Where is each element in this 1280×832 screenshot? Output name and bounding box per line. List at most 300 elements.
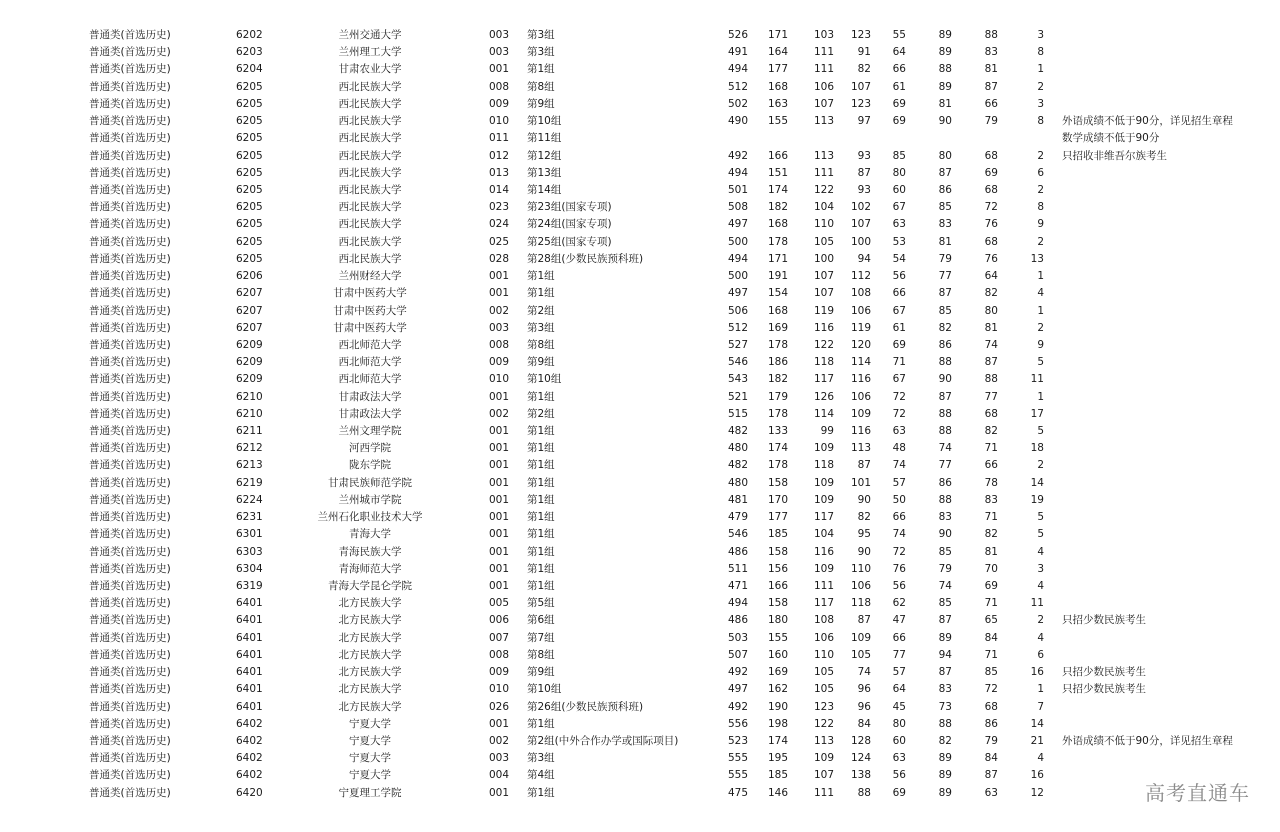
cell-elective-2-score: 69: [984, 166, 998, 179]
cell-group-name: 第5组: [527, 597, 555, 610]
cell-school-code: 6209: [236, 356, 263, 369]
cell-school-code: 6205: [236, 80, 263, 93]
cell-math-score: 106: [813, 631, 834, 644]
cell-school-name: 西北民族大学: [338, 80, 402, 93]
cell-group-name: 第8组: [527, 80, 555, 93]
cell-math-score: 114: [813, 407, 834, 420]
cell-rank-count: 14: [1030, 717, 1044, 730]
cell-elective-1-score: 82: [938, 321, 952, 334]
cell-elective-2-score: 68: [984, 183, 998, 196]
cell-elective-1-score: 89: [938, 752, 952, 765]
cell-chinese-score: 186: [767, 356, 788, 369]
cell-group-code: 001: [489, 287, 510, 300]
cell-category: 普通类(首选历史): [89, 97, 171, 110]
cell-group-code: 001: [489, 270, 510, 283]
cell-foreign-language-score: 116: [850, 425, 871, 438]
cell-rank-count: 3: [1037, 97, 1044, 110]
table-row: [0, 320, 1280, 337]
cell-rank-count: 14: [1030, 476, 1044, 489]
cell-school-code: 6209: [236, 338, 263, 351]
cell-group-code: 028: [489, 252, 510, 265]
cell-group-code: 008: [489, 80, 510, 93]
cell-school-code: 6207: [236, 304, 263, 317]
table-row: [0, 647, 1280, 664]
cell-group-code: 001: [489, 580, 510, 592]
cell-math-score: 113: [813, 115, 834, 128]
cell-group-code: 001: [489, 390, 510, 403]
cell-math-score: 107: [813, 270, 834, 283]
cell-category: 普通类(首选历史): [89, 390, 171, 403]
cell-elective-1-score: 86: [938, 338, 952, 351]
cell-chinese-score: 158: [767, 476, 788, 489]
cell-elective-2-score: 66: [984, 97, 998, 110]
cell-group-name: 第8组: [527, 648, 555, 661]
cell-chinese-score: 185: [767, 769, 788, 782]
cell-history-score: 62: [892, 597, 906, 610]
table-row: [0, 526, 1280, 543]
cell-math-score: 107: [813, 287, 834, 300]
cell-elective-1-score: 83: [938, 511, 952, 524]
cell-school-name: 甘肃政法大学: [338, 390, 402, 403]
cell-category: 普通类(首选历史): [89, 717, 171, 730]
cell-category: 普通类(首选历史): [89, 683, 171, 696]
cell-rank-count: 6: [1037, 648, 1044, 661]
table-row: [0, 406, 1280, 423]
table-row: [0, 630, 1280, 647]
cell-school-code: 6202: [236, 29, 263, 41]
cell-math-score: 103: [813, 29, 834, 41]
cell-school-code: 6420: [236, 786, 263, 799]
cell-group-code: 008: [489, 648, 510, 661]
cell-total-score: 482: [727, 425, 748, 438]
cell-elective-1-score: 88: [938, 356, 952, 369]
cell-total-score: 494: [727, 252, 748, 265]
table-row: [0, 699, 1280, 716]
cell-elective-1-score: 89: [938, 631, 952, 644]
cell-foreign-language-score: 106: [850, 390, 871, 403]
cell-school-name: 西北民族大学: [338, 252, 402, 265]
cell-math-score: 111: [813, 786, 834, 799]
cell-school-code: 6224: [236, 493, 263, 506]
cell-elective-1-score: 73: [938, 700, 952, 713]
cell-category: 普通类(首选历史): [89, 304, 171, 317]
cell-category: 普通类(首选历史): [89, 80, 171, 93]
cell-total-score: 503: [727, 631, 748, 644]
cell-school-name: 西北民族大学: [338, 115, 402, 128]
cell-chinese-score: 156: [767, 562, 788, 575]
cell-chinese-score: 191: [767, 270, 788, 283]
cell-history-score: 71: [892, 356, 906, 369]
cell-rank-count: 4: [1037, 580, 1044, 592]
cell-group-code: 012: [489, 149, 510, 162]
cell-category: 普通类(首选历史): [89, 734, 171, 747]
cell-chinese-score: 195: [767, 752, 788, 765]
cell-elective-2-score: 87: [984, 769, 998, 782]
cell-school-code: 6205: [236, 132, 263, 145]
cell-rank-count: 1: [1037, 683, 1044, 696]
cell-group-name: 第13组: [527, 166, 562, 179]
cell-elective-2-score: 74: [984, 338, 998, 351]
table-row: [0, 61, 1280, 78]
cell-math-score: 113: [813, 149, 834, 162]
cell-school-name: 青海大学昆仑学院: [328, 580, 412, 592]
cell-total-score: 506: [727, 304, 748, 317]
cell-group-code: 010: [489, 115, 510, 128]
table-row: [0, 199, 1280, 216]
cell-chinese-score: 168: [767, 304, 788, 317]
cell-school-code: 6207: [236, 321, 263, 334]
cell-group-name: 第26组(少数民族预科班): [527, 700, 644, 713]
cell-school-name: 宁夏理工学院: [338, 786, 402, 799]
cell-group-name: 第1组: [527, 493, 555, 506]
cell-history-score: 63: [892, 425, 906, 438]
cell-school-code: 6205: [236, 166, 263, 179]
cell-rank-count: 1: [1037, 304, 1044, 317]
cell-elective-2-score: 83: [984, 46, 998, 59]
cell-remark: 只招少数民族考生: [1062, 666, 1146, 679]
table-row: [0, 337, 1280, 354]
cell-chinese-score: 178: [767, 407, 788, 420]
cell-history-score: 64: [892, 46, 906, 59]
cell-math-score: 109: [813, 442, 834, 455]
cell-history-score: 60: [892, 734, 906, 747]
cell-total-score: 479: [727, 511, 748, 524]
cell-history-score: 85: [892, 149, 906, 162]
cell-group-name: 第1组: [527, 63, 555, 76]
cell-group-name: 第28组(少数民族预科班): [527, 252, 644, 265]
cell-school-code: 6205: [236, 218, 263, 231]
cell-chinese-score: 182: [767, 201, 788, 214]
cell-group-name: 第1组: [527, 717, 555, 730]
cell-rank-count: 16: [1030, 666, 1044, 679]
cell-math-score: 111: [813, 63, 834, 76]
cell-elective-2-score: 72: [984, 201, 998, 214]
cell-total-score: 492: [727, 700, 748, 713]
cell-elective-1-score: 86: [938, 183, 952, 196]
cell-elective-2-score: 88: [984, 29, 998, 41]
cell-school-name: 兰州财经大学: [338, 270, 402, 283]
cell-elective-2-score: 84: [984, 631, 998, 644]
cell-group-code: 003: [489, 321, 510, 334]
cell-total-score: 502: [727, 97, 748, 110]
cell-category: 普通类(首选历史): [89, 476, 171, 489]
cell-school-name: 河西学院: [349, 442, 391, 455]
cell-remark: 数学成绩不低于90分: [1062, 132, 1160, 145]
cell-total-score: 492: [727, 666, 748, 679]
cell-history-score: 67: [892, 201, 906, 214]
cell-math-score: 107: [813, 769, 834, 782]
cell-math-score: 122: [813, 717, 834, 730]
cell-total-score: 494: [727, 63, 748, 76]
cell-group-name: 第6组: [527, 614, 555, 627]
cell-chinese-score: 178: [767, 459, 788, 472]
cell-category: 普通类(首选历史): [89, 752, 171, 765]
cell-category: 普通类(首选历史): [89, 46, 171, 59]
cell-elective-1-score: 81: [938, 235, 952, 248]
cell-total-score: 521: [727, 390, 748, 403]
table-row: [0, 285, 1280, 302]
cell-school-name: 陇东学院: [349, 459, 391, 472]
cell-history-score: 61: [892, 321, 906, 334]
cell-school-code: 6205: [236, 115, 263, 128]
cell-school-name: 北方民族大学: [338, 648, 402, 661]
cell-school-name: 北方民族大学: [338, 666, 402, 679]
table-row: [0, 44, 1280, 61]
cell-school-code: 6303: [236, 545, 263, 558]
cell-foreign-language-score: 123: [850, 29, 871, 41]
cell-group-name: 第1组: [527, 580, 555, 592]
cell-elective-2-score: 68: [984, 235, 998, 248]
cell-school-code: 6209: [236, 373, 263, 386]
cell-school-name: 西北民族大学: [338, 235, 402, 248]
cell-elective-1-score: 87: [938, 614, 952, 627]
cell-school-name: 青海大学: [349, 528, 391, 541]
cell-group-code: 004: [489, 769, 510, 782]
cell-remark: 外语成绩不低于90分，详见招生章程: [1062, 734, 1233, 747]
cell-school-name: 西北师范大学: [338, 373, 402, 386]
table-row: [0, 303, 1280, 320]
cell-history-score: 80: [892, 166, 906, 179]
cell-chinese-score: 155: [767, 115, 788, 128]
cell-foreign-language-score: 87: [857, 614, 871, 627]
cell-group-name: 第1组: [527, 511, 555, 524]
table-row: [0, 423, 1280, 440]
cell-group-name: 第3组: [527, 46, 555, 59]
cell-group-name: 第7组: [527, 631, 555, 644]
cell-category: 普通类(首选历史): [89, 373, 171, 386]
cell-elective-1-score: 85: [938, 304, 952, 317]
cell-elective-2-score: 65: [984, 614, 998, 627]
cell-history-score: 72: [892, 407, 906, 420]
cell-foreign-language-score: 124: [850, 752, 871, 765]
cell-category: 普通类(首选历史): [89, 132, 171, 145]
cell-remark: 只招少数民族考生: [1062, 683, 1146, 696]
cell-school-code: 6402: [236, 717, 263, 730]
cell-chinese-score: 174: [767, 734, 788, 747]
cell-foreign-language-score: 97: [857, 115, 871, 128]
cell-group-name: 第2组: [527, 304, 555, 317]
cell-elective-2-score: 68: [984, 407, 998, 420]
table-row: [0, 509, 1280, 526]
cell-elective-1-score: 85: [938, 545, 952, 558]
cell-elective-1-score: 81: [938, 97, 952, 110]
cell-school-code: 6210: [236, 407, 263, 420]
cell-elective-1-score: 77: [938, 270, 952, 283]
cell-total-score: 486: [727, 614, 748, 627]
cell-group-code: 010: [489, 683, 510, 696]
cell-group-name: 第10组: [527, 115, 562, 128]
cell-chinese-score: 151: [767, 166, 788, 179]
cell-group-code: 008: [489, 338, 510, 351]
cell-school-code: 6319: [236, 580, 263, 592]
table-row: [0, 492, 1280, 509]
cell-elective-1-score: 89: [938, 46, 952, 59]
cell-chinese-score: 155: [767, 631, 788, 644]
cell-total-score: 494: [727, 166, 748, 179]
cell-elective-1-score: 87: [938, 287, 952, 300]
cell-group-code: 007: [489, 631, 510, 644]
cell-foreign-language-score: 106: [850, 304, 871, 317]
table-row: [0, 595, 1280, 612]
table-row: [0, 785, 1280, 802]
cell-category: 普通类(首选历史): [89, 201, 171, 214]
cell-chinese-score: 169: [767, 321, 788, 334]
cell-chinese-score: 177: [767, 63, 788, 76]
cell-school-name: 西北民族大学: [338, 132, 402, 145]
cell-elective-2-score: 77: [984, 390, 998, 403]
cell-school-code: 6401: [236, 597, 263, 610]
cell-group-code: 001: [489, 442, 510, 455]
cell-group-name: 第23组(国家专项): [527, 201, 612, 214]
cell-total-score: 497: [727, 287, 748, 300]
cell-category: 普通类(首选历史): [89, 511, 171, 524]
cell-rank-count: 2: [1037, 235, 1044, 248]
cell-remark: 只招收非维吾尔族考生: [1062, 149, 1167, 162]
cell-chinese-score: 170: [767, 493, 788, 506]
cell-elective-2-score: 70: [984, 562, 998, 575]
cell-category: 普通类(首选历史): [89, 115, 171, 128]
cell-chinese-score: 158: [767, 545, 788, 558]
cell-elective-1-score: 87: [938, 390, 952, 403]
cell-group-name: 第2组(中外合作办学或国际项目): [527, 734, 679, 747]
cell-school-code: 6231: [236, 511, 263, 524]
cell-group-name: 第25组(国家专项): [527, 235, 612, 248]
cell-foreign-language-score: 82: [857, 63, 871, 76]
cell-school-code: 6205: [236, 97, 263, 110]
cell-group-name: 第1组: [527, 545, 555, 558]
cell-chinese-score: 174: [767, 442, 788, 455]
cell-group-name: 第1组: [527, 562, 555, 575]
cell-group-name: 第1组: [527, 270, 555, 283]
cell-elective-2-score: 79: [984, 734, 998, 747]
cell-history-score: 60: [892, 183, 906, 196]
table-row: [0, 457, 1280, 474]
cell-math-score: 109: [813, 493, 834, 506]
cell-group-name: 第9组: [527, 356, 555, 369]
cell-school-code: 6205: [236, 183, 263, 196]
cell-rank-count: 21: [1030, 734, 1044, 747]
cell-category: 普通类(首选历史): [89, 580, 171, 592]
cell-elective-1-score: 83: [938, 218, 952, 231]
cell-group-code: 001: [489, 459, 510, 472]
cell-foreign-language-score: 93: [857, 149, 871, 162]
cell-rank-count: 1: [1037, 63, 1044, 76]
cell-total-score: 555: [727, 769, 748, 782]
cell-foreign-language-score: 107: [850, 80, 871, 93]
cell-math-score: 117: [813, 373, 834, 386]
cell-group-code: 002: [489, 407, 510, 420]
cell-group-name: 第1组: [527, 459, 555, 472]
cell-group-name: 第9组: [527, 666, 555, 679]
cell-elective-2-score: 81: [984, 545, 998, 558]
cell-elective-2-score: 71: [984, 442, 998, 455]
cell-foreign-language-score: 128: [850, 734, 871, 747]
cell-chinese-score: 198: [767, 717, 788, 730]
cell-history-score: 69: [892, 97, 906, 110]
cell-total-score: 481: [727, 493, 748, 506]
cell-school-code: 6205: [236, 201, 263, 214]
cell-chinese-score: 133: [767, 425, 788, 438]
cell-group-name: 第1组: [527, 476, 555, 489]
cell-foreign-language-score: 100: [850, 235, 871, 248]
cell-chinese-score: 168: [767, 218, 788, 231]
cell-foreign-language-score: 138: [850, 769, 871, 782]
cell-history-score: 55: [892, 29, 906, 41]
cell-math-score: 105: [813, 235, 834, 248]
cell-chinese-score: 160: [767, 648, 788, 661]
cell-category: 普通类(首选历史): [89, 166, 171, 179]
cell-foreign-language-score: 107: [850, 218, 871, 231]
cell-elective-2-score: 85: [984, 666, 998, 679]
cell-school-code: 6401: [236, 614, 263, 627]
cell-chinese-score: 182: [767, 373, 788, 386]
cell-school-code: 6211: [236, 425, 263, 438]
cell-elective-1-score: 86: [938, 476, 952, 489]
cell-elective-1-score: 88: [938, 425, 952, 438]
cell-math-score: 111: [813, 166, 834, 179]
cell-group-code: 001: [489, 425, 510, 438]
cell-school-name: 西北师范大学: [338, 356, 402, 369]
cell-rank-count: 16: [1030, 769, 1044, 782]
cell-school-name: 西北民族大学: [338, 183, 402, 196]
cell-group-name: 第3组: [527, 321, 555, 334]
cell-group-code: 001: [489, 528, 510, 541]
cell-school-code: 6402: [236, 752, 263, 765]
cell-school-code: 6212: [236, 442, 263, 455]
cell-rank-count: 5: [1037, 528, 1044, 541]
cell-history-score: 53: [892, 235, 906, 248]
cell-foreign-language-score: 74: [857, 666, 871, 679]
cell-chinese-score: 146: [767, 786, 788, 799]
cell-rank-count: 3: [1037, 29, 1044, 41]
cell-history-score: 63: [892, 752, 906, 765]
cell-rank-count: 8: [1037, 46, 1044, 59]
cell-total-score: 475: [727, 786, 748, 799]
cell-school-code: 6204: [236, 63, 263, 76]
cell-elective-2-score: 82: [984, 528, 998, 541]
table-row: [0, 182, 1280, 199]
cell-history-score: 45: [892, 700, 906, 713]
cell-rank-count: 8: [1037, 115, 1044, 128]
cell-math-score: 116: [813, 321, 834, 334]
cell-history-score: 64: [892, 683, 906, 696]
cell-total-score: 512: [727, 80, 748, 93]
cell-school-code: 6301: [236, 528, 263, 541]
cell-category: 普通类(首选历史): [89, 614, 171, 627]
cell-elective-1-score: 85: [938, 201, 952, 214]
cell-school-code: 6401: [236, 648, 263, 661]
cell-school-code: 6205: [236, 252, 263, 265]
cell-math-score: 117: [813, 511, 834, 524]
cell-elective-2-score: 81: [984, 321, 998, 334]
cell-foreign-language-score: 96: [857, 683, 871, 696]
cell-category: 普通类(首选历史): [89, 597, 171, 610]
cell-group-code: 002: [489, 304, 510, 317]
table-row: [0, 733, 1280, 750]
cell-foreign-language-score: 87: [857, 459, 871, 472]
cell-school-code: 6401: [236, 700, 263, 713]
cell-chinese-score: 154: [767, 287, 788, 300]
cell-school-name: 北方民族大学: [338, 700, 402, 713]
cell-category: 普通类(首选历史): [89, 63, 171, 76]
cell-group-name: 第10组: [527, 683, 562, 696]
cell-total-score: 494: [727, 597, 748, 610]
cell-total-score: 546: [727, 528, 748, 541]
cell-history-score: 57: [892, 476, 906, 489]
cell-school-name: 宁夏大学: [349, 717, 391, 730]
cell-rank-count: 5: [1037, 511, 1044, 524]
table-row: [0, 664, 1280, 681]
